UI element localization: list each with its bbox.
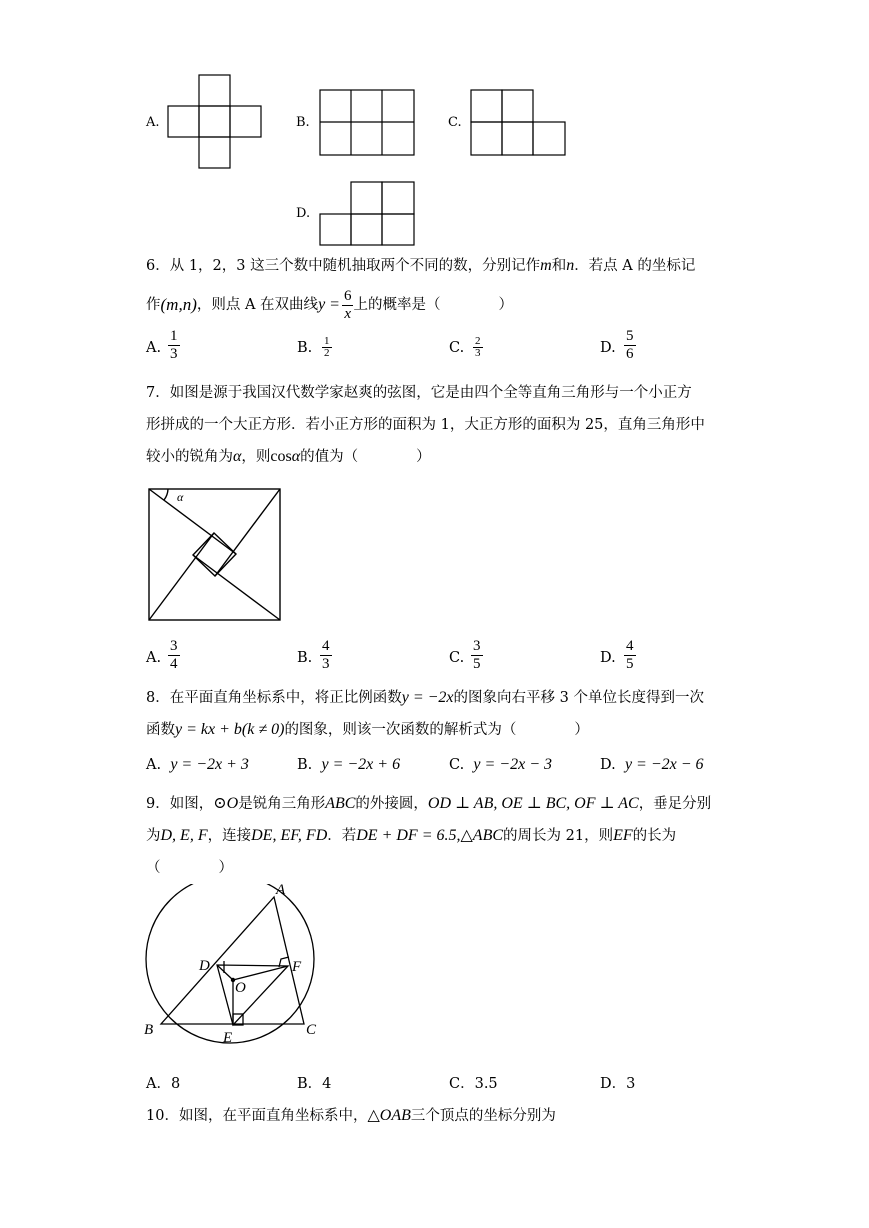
q9-option-c[interactable]: C．3.5 [449,1076,498,1092]
q5-option-d-figure [318,180,418,248]
point-c-label: C [306,1022,317,1038]
q6-line2: 作 (m,n) ，则点 A 在双曲线 y = $\frac{6}{x}$ 上的概率是（ ） [146,287,513,322]
q7-option-b[interactable]: B. [297,650,313,666]
q8-option-c[interactable]: C. y = −2x − 3 [449,756,552,773]
q5-option-c-label: C. [448,115,462,130]
point-e-label: E [223,1030,233,1046]
q6-line1: 6．从 1，2，3 这三个数中随机抽取两个不同的数，分别记作m和n．若点 A 的坐标记 [146,257,696,274]
q9-line1: 9．如图，⊙O是锐角三角形ABC的外接圆，OD ⊥ AB, OE ⊥ BC, OF ⊥ AC，垂足分别 [146,795,712,812]
q5-option-b-label: B. [296,115,310,130]
q5-option-c-figure [469,88,569,158]
point-d-label: D [199,958,210,974]
point-f-label: F [292,959,302,975]
q5-option-a-figure [166,74,264,172]
q6-options: A. $\frac{1}{3}$ B. $\frac{1}{2}$ C. $\frac{2}{3}$ D. $\frac{5}{6}$ [146,328,634,362]
q9-line2: 为D, E, F，连接DE, EF, FD．若DE + DF = 6.5,△ABC的周长为 21，则EF的长为 [146,827,677,844]
q7-option-c[interactable]: C. [449,650,465,666]
q5-option-b-figure [318,88,416,158]
q10-line1: 10．如图，在平面直角坐标系中，△OAB三个顶点的坐标分别为 [146,1107,556,1124]
q7-option-a[interactable]: A. [146,650,162,666]
q7-line3: 较小的锐角为α，则cosα的值为（ ） [146,448,431,465]
q7-option-d[interactable]: D. [600,650,616,666]
q6-option-c[interactable]: C. [449,340,465,356]
q9-option-b[interactable]: B．4 [297,1076,332,1092]
q8-line2: 函数y = kx + b(k ≠ 0)的图象，则该一次函数的解析式为（ ） [146,721,589,738]
q8-option-b[interactable]: B. y = −2x + 6 [297,756,401,773]
point-b-label: B [144,1022,154,1038]
q9-line3: （ ） [146,860,233,876]
alpha-label: α [177,490,184,504]
point-o-label: O [235,980,246,996]
q9-option-a[interactable]: A．8 [146,1076,181,1092]
q8-line1: 8．在平面直角坐标系中，将正比例函数y = −2x的图象向右平移 3 个单位长度得到一次 [146,689,704,706]
q6-option-d[interactable]: D. [600,340,616,356]
q5-option-d-label: D. [296,206,311,221]
q7-options: A. $\frac{3}{4}$ B. $\frac{4}{3}$ C. $\frac{3}{5}$ D. $\frac{4}{5}$ [146,638,634,672]
q9-option-d[interactable]: D．3 [600,1076,636,1092]
q6-option-a[interactable]: A. [146,340,162,356]
q7-line1: 7．如图是源于我国汉代数学家赵爽的弦图，它是由四个全等直角三角形与一个小正方 [146,385,692,401]
point-a-label: A [276,884,286,898]
q5-option-a-label: A. [146,115,160,130]
q6-fraction: $\frac{6}{x}$ [343,287,352,322]
q6-option-b[interactable]: B. [297,340,313,356]
q8-option-d[interactable]: D. y = −2x − 6 [600,756,704,773]
q7-zhao-shuang-figure [146,486,284,624]
q8-option-a[interactable]: A. y = −2x + 3 [146,756,249,773]
q9-circle-figure [140,884,340,1046]
q7-line2: 形拼成的一个大正方形．若小正方形的面积为 1，大正方形的面积为 25，直角三角形中 [146,417,705,433]
